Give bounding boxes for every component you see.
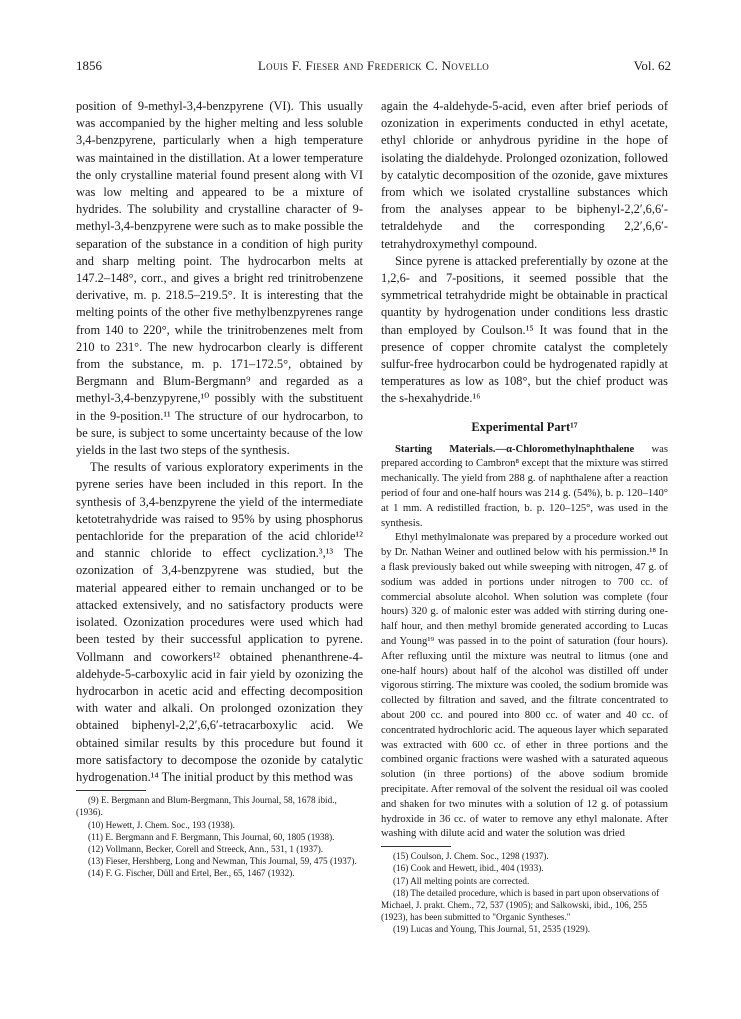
body-paragraph: again the 4-aldehyde-5-acid, even after brief periods of ozonization in experiments conducted in ethyl acetate, ethyl chloride or anhydrous pyridine in the hope of isolating the dialdehyde. Prolonged ozonization, followed by catalytic decomposition of the ozonide, gave mixtures from which we isolated crystalline substances which from the analyses appear to be biphenyl-2,2′,6,6′-tetraldehyde and the corresponding 2,2′,6,6′-tetrahydroxymethyl compound. (381, 99, 668, 251)
running-header (76, 58, 671, 76)
volume-label: Vol. 62 (633, 58, 671, 73)
footnote: (15) Coulson, J. Chem. Soc., 1298 (1937). (393, 851, 549, 862)
footnote-rule (76, 790, 146, 791)
footnote: (16) Cook and Hewett, ibid., 404 (1933). (393, 863, 544, 874)
footnote: (17) All melting points are corrected. (393, 875, 530, 886)
footnote: (9) E. Bergmann and Blum-Bergmann, This Journal, 58, 1678 ibid., (1936). (76, 795, 337, 818)
left-column (76, 98, 363, 880)
footnote: (12) Vollmann, Becker, Corell and Streeck, Ann., 531, 1 (1937). (88, 843, 324, 854)
section-heading: Experimental Part¹⁷ (471, 419, 578, 434)
footnote-rule (381, 846, 451, 847)
footnote: (10) Hewett, J. Chem. Soc., 193 (1938). (88, 819, 235, 830)
footnote: (13) Fieser, Hershberg, Long and Newman, This Journal, 59, 475 (1937). (88, 856, 357, 867)
right-column (381, 98, 668, 936)
body-paragraph: position of 9-methyl-3,4-benzpyrene (VI). This usually was accompanied by the higher melting and less soluble 3,4-benzpyrene, particularly when a high temperature was maintained in the distillation. At a lower temperature the only crystalline material found present along with VI was low melting and appeared to be a mixture of hydrides. The solubility and crystalline character of 9-methyl-3,4-benzpyrene were such as to make possible the separation of the substance in a condition of high purity and sharp melting point. The hydrocarbon melts at 147.2–148°, corr., and gives a bright red trinitrobenzene derivative, m. p. 218.5–219.5°. It is interesting that the melting points of the other five methylbenzpyrenes range from 140 to 220°, while the trinitrobenzenes melt from 210 to 231°. The new hydrocarbon clearly is different from the substance, m. p. 171–172.5°, obtained by Bergmann and Blum-Bergmann⁹ and regarded as a methyl-3,4-benzypyrene,¹⁰ possibly with the substituent in the 9-position.¹¹ The structure of our hydrocarbon, to be sure, is subject to some uncertainty because of the low yields in the last two steps of the synthesis. (76, 99, 363, 458)
footnote: (11) E. Bergmann and F. Bergmann, This Journal, 60, 1805 (1938). (88, 831, 335, 842)
footnote: (18) The detailed procedure, which is based in part upon observations of Michael, J. prakt. Chem., 72, 537 (1905); and Salkowski, ibid., 106, 255 (1923), has been submitted to "Organic Syntheses." (381, 887, 660, 923)
body-paragraph: Since pyrene is attacked preferentially by ozone at the 1,2,6- and 7-positions, it seemed possible that the symmetrical tetrahydride might be obtainable in practical quantity by hydrogenation under conditions less drastic than employed by Coulson.¹⁵ It was found that in the presence of copper chromite catalyst the completely sulfur-free hydrocarbon could be hydrogenated rapidly at temperatures as low as 108°, but the chief product was the s-hexahydride.¹⁶ (381, 253, 668, 406)
experimental-text: was prepared according to Cambron⁸ except that the mixture was stirred mechanically. The yield from 288 g. of naphthalene after a reaction period of four and one-half hours was 214 g. (54%), b. p. 120–140° at 1 mm. A redistilled fraction, b. p. 120–125°, was used in the synthesis. (381, 443, 668, 529)
body-paragraph: The results of various exploratory experiments in the pyrene series have been included in this report. In the synthesis of 3,4-benzpyrene the yield of the intermediate ketotetrahydride was raised to 95% by using phosphorus pentachloride for the preparation of the acid chloride¹² and stannic chloride to effect cyclization.³,¹³ The ozonization of 3,4-benzpyrene was studied, but the material appeared either to remain unchanged or to be attacked extensively, and no satisfactory products were isolated. Ozonization procedures were used which had been tested by their successful application to pyrene. Vollmann and coworkers¹² obtained phenanthrene-4-aldehyde-5-carboxylic acid in fair yield by ozonizing the hydrocarbon in acetic acid and effecting decomposition with water and alkali. On prolonged ozonization they obtained biphenyl-2,2′,6,6′-tetracarboxylic acid. We obtained similar results by this procedure but found it more satisfactory to decompose the ozonide by catalytic hydrogenation.¹⁴ The initial product by this method was (76, 460, 363, 784)
run-in-heading: Starting Materials.—α-Chloromethylnaphthalene (395, 443, 635, 455)
footnote: (14) F. G. Fischer, Düll and Ertel, Ber., 65, 1467 (1932). (88, 868, 295, 879)
experimental-paragraph: Ethyl methylmalonate was prepared by a procedure worked out by Dr. Nathan Weiner and outlined below with his permission.¹⁸ In a flask previously baked out while sweeping with nitrogen, 47 g. of sodium was added in portions under nitrogen to 700 cc. of commercial absolute alcohol. When solution was complete (four hours) 320 g. of malonic ester was added with stirring during one-half hour, and then methyl bromide generated according to Lucas and Young¹⁹ was passed in to the point of saturation (four hours). After refluxing until the mixture was neutral to litmus (one and one-half hours) about half of the alcohol was distilled off under vigorous stirring. The mixture was cooled, the sodium bromide was collected by filtration and saved, and the filtrate concentrated to about 200 cc. and poured into 800 cc. of water and 40 cc. of concentrated hydrochloric acid. The aqueous layer which separated was extracted with 600 cc. of ether in three portions and the combined organic fractions were washed with a saturated aqueous solution (in three portions) of the above sodium bromide precipitate. After removal of the solvent the residual oil was cooled and shaken for two minutes with a solution of 12 g. of potassium hydroxide in 36 cc. of water to remove any ethyl malonate. After washing with dilute acid and water the solution was dried (381, 532, 668, 840)
running-title: Louis F. Fieser and Frederick C. Novello (257, 58, 490, 73)
footnote: (19) Lucas and Young, This Journal, 51, 2535 (1929). (393, 924, 591, 935)
experimental-paragraph (381, 443, 668, 532)
page-number: 1856 (76, 58, 102, 73)
